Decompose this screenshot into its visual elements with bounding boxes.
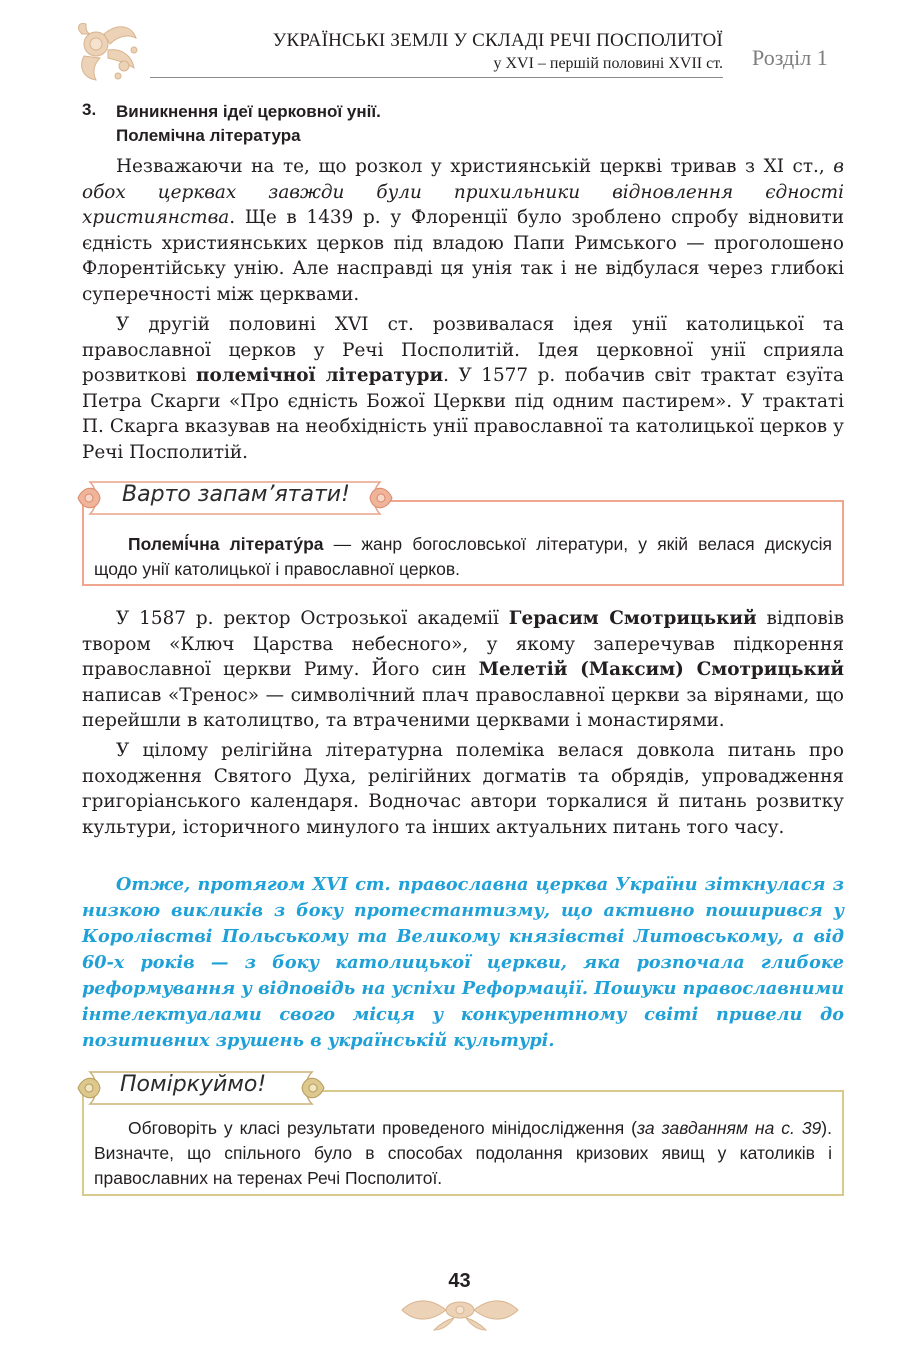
running-header-title: УКРАЇНСЬКІ ЗЕМЛІ У СКЛАДІ РЕЧІ ПОСПОЛИТОЇ [272, 30, 723, 51]
paragraph-schism [82, 154, 844, 307]
page-number: 43 [448, 1270, 471, 1292]
paragraph-union-idea [82, 312, 844, 465]
paragraph-text: . Ще в 1439 р. у Флоренції було зроблено спробу відновити єдність християнських церков під владою Папи Римського — проголошено Флорентійську унію. Але насправді ця унія так і не відбулася через глибокі суперечності між церквами. [82, 207, 844, 305]
section-title-line2: Полемічна література [116, 126, 301, 145]
italic-emphasis: в обох церквах завжди були прихильники відновлення єдності християнства [82, 156, 844, 228]
paragraph-polemic-topics: У цілому релігійна літературна полеміка велася довкола питань про походження Святого Духа, релігійних догматів та обрядів, упровадження григоріанського календаря. Водночас автори торкалися й питань розвитку культури, історичного минулого та інших актуальних питань того часу. [82, 740, 844, 838]
task-text: ). Визначте, що спільного було в способах подолання кризових явищ у католиків і православних на теренах Речі Посполитої. [94, 1118, 832, 1188]
definition-text: — жанр богословської літератури, у якій велася дискусія щодо унії католицької і православної церков. [94, 534, 832, 579]
floral-ornament-icon [74, 20, 148, 86]
paragraph-smotrytsky [82, 606, 844, 734]
conclusion-highlight: Отже, протягом XVI ст. православна церква України зіткнулася з низкою викликів з боку протестантизму, що активно поширився у Королівстві Польському та Великому князівстві Литовському, а від 60-х років — з боку католицької церкви, яка розпочала глибоке реформування у відповідь на успіхи Реформації. Пошуки православними інтелектуалами свого місця у конкурентному світі привели до позитивних зрушень в українській культурі. [82, 874, 844, 1051]
remember-banner-label: Варто запам’ятати! [122, 482, 350, 507]
definition-term: Полемі́чна літерату́ра [128, 534, 324, 554]
paragraph-text: відповів твором «Ключ Царства небесного», у якому заперечував підкорення православної церкви Риму. Його син [82, 608, 845, 680]
header-divider [150, 77, 723, 78]
bold-term: полемічної літератури [195, 365, 444, 386]
think-banner-label: Поміркуймо! [120, 1072, 267, 1097]
chapter-label: Розділ 1 [752, 45, 828, 70]
paragraph-text: У 1587 р. ректор Острозької академії [116, 608, 509, 629]
section-number: 3. [82, 100, 97, 119]
paragraph-text: . У 1577 р. побачив світ трактат єзуїта Петра Скарги «Про єдність Божої Церкви під одним пастирем». У трактаті П. Скарга вказував на необхідність унії православної та католицької церков у Речі Посполитій. [82, 365, 844, 463]
section-title [116, 100, 381, 148]
running-header-subtitle: у XVI – першій половині XVII ст. [493, 55, 723, 72]
paragraph-text: У другій половині XVI ст. розвивалася ідея унії католицької та православної церков у Речі Посполитій. Ідея церковної унії сприяла розвиткові [82, 314, 844, 386]
section-title-line1: Виникнення ідеї церковної унії. [116, 102, 381, 121]
paragraph-text: Незважаючи на те, що розкол у християнській церкві тривав з XI ст., [116, 156, 834, 177]
bold-name: Мелетій (Максим) Смотрицький [478, 659, 845, 680]
task-text: Обговоріть у класі результати проведеного мінідослідження ( [128, 1118, 637, 1138]
task-reference: за завданням на с. 39 [636, 1118, 822, 1138]
floral-divider-icon [398, 1290, 522, 1332]
bold-name: Герасим Смотрицький [508, 608, 757, 629]
paragraph-text: написав «Тренос» — символічний плач православної церкви за вірянами, що перейшли в католицтво, та втраченими церквами і монастирями. [82, 684, 844, 731]
